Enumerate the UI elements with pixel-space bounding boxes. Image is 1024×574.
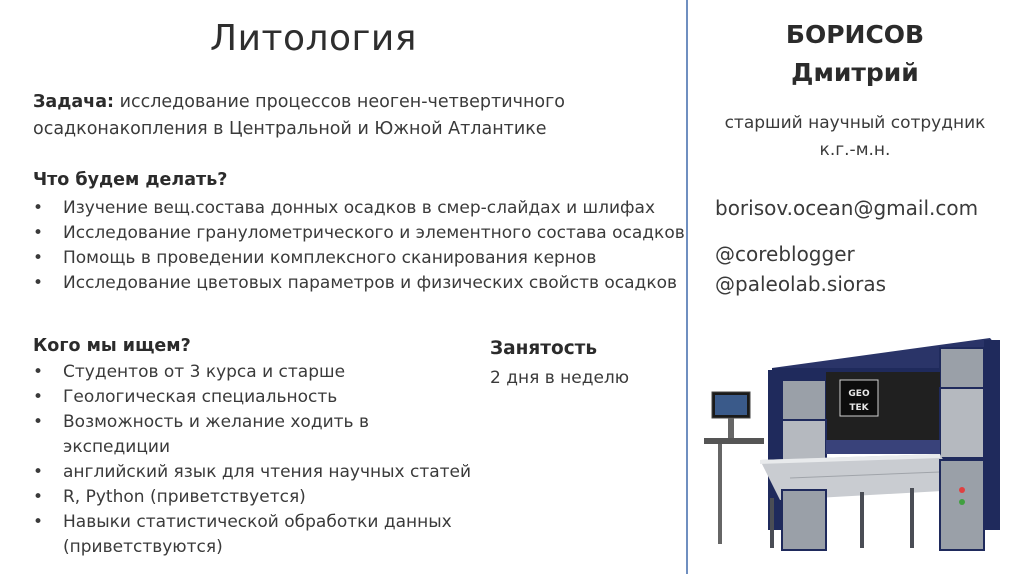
list-item: • Студентов от 3 курса и старше bbox=[33, 360, 473, 385]
person-first-name: Дмитрий bbox=[791, 58, 919, 87]
machine-logo-top: GEO bbox=[848, 389, 870, 399]
list-item: • R, Python (приветствуется) bbox=[33, 485, 473, 510]
list-item: • английский язык для чтения научных статей bbox=[33, 460, 473, 485]
seek-heading: Кого мы ищем? bbox=[33, 336, 191, 356]
todo-heading: Что будем делать? bbox=[33, 170, 228, 190]
handle-coreblogger[interactable]: @coreblogger bbox=[715, 242, 855, 266]
todo-list bbox=[33, 196, 685, 296]
seek-list bbox=[33, 360, 473, 560]
person-last-name: БОРИСОВ bbox=[785, 20, 925, 49]
task-label: Задача: bbox=[33, 92, 115, 112]
list-item: • Навыки статистической обработки данных (приветствуются) bbox=[33, 510, 473, 560]
employment-heading: Занятость bbox=[490, 338, 598, 359]
machine-logo-bottom: TEK bbox=[849, 403, 869, 413]
list-item: • Возможность и желание ходить в экспедиции bbox=[33, 410, 473, 460]
list-item: • Помощь в проведении комплексного сканирования кернов bbox=[33, 246, 685, 271]
task-paragraph bbox=[33, 89, 653, 143]
list-item: • Исследование цветовых параметров и физических свойств осадков bbox=[33, 271, 685, 296]
handle-paleolab[interactable]: @paleolab.sioras bbox=[715, 272, 887, 296]
core-scanner-image bbox=[700, 320, 1010, 572]
employment-value: 2 дня в неделю bbox=[490, 368, 630, 388]
list-item: • Исследование гранулометрического и элементного состава осадков bbox=[33, 221, 685, 246]
list-item: • Геологическая специальность bbox=[33, 385, 473, 410]
slide-title: Литология bbox=[210, 18, 417, 59]
academic-degree: к.г.-м.н. bbox=[819, 140, 891, 160]
email-link[interactable]: borisov.ocean@gmail.com bbox=[715, 196, 979, 220]
position-title: старший научный сотрудник bbox=[724, 113, 986, 133]
task-text: исследование процессов неоген-четвертичного осадконакопления в Центральной и Южной Атлантике bbox=[33, 92, 565, 139]
person-name bbox=[700, 16, 1010, 92]
person-position bbox=[700, 110, 1010, 164]
column-divider bbox=[686, 0, 688, 574]
list-item: • Изучение вещ.состава донных осадков в смер-слайдах и шлифах bbox=[33, 196, 685, 221]
